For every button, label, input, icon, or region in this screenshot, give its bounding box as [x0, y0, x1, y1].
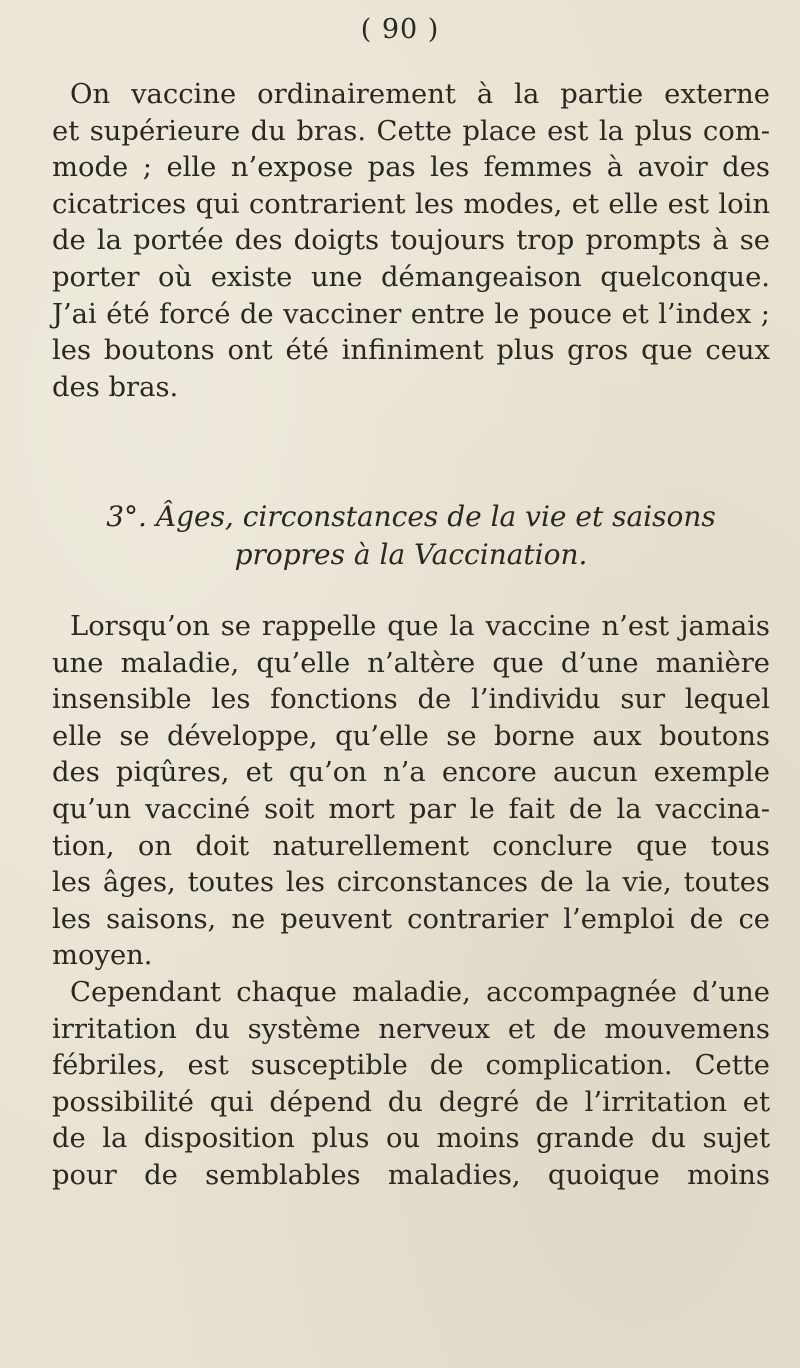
page-number: ( 90 ) [360, 14, 440, 45]
text-line: mode ; elle n’expose pas les femmes à avoir des [52, 152, 770, 184]
paragraph-ages-circumstances [52, 609, 770, 1195]
text-line: moyen. [52, 940, 153, 972]
text-line: de la portée des doigts toujours trop prompts à se [52, 225, 770, 257]
text-line: qu’un vacciné soit mort par le fait de la vaccina- [52, 793, 770, 825]
heading-line: 3°. Âges, circonstances de la vie et saisons [106, 500, 716, 533]
text-line: porter où existe une démangeaison quelconque. [52, 261, 770, 293]
text-line: tion, on doit naturellement conclure que tous [52, 830, 770, 862]
text-line: possibilité qui dépend du degré de l’irritation et [52, 1086, 770, 1118]
heading-line: propres à la Vaccination. [234, 538, 588, 571]
text-line: les saisons, ne peuvent contrarier l’emploi de ce [52, 903, 770, 935]
text-line: des piqûres, et qu’on n’a encore aucun exemple [52, 757, 770, 789]
section-heading [52, 498, 770, 574]
text-line: insensible les fonctions de l’individu sur lequel [52, 684, 770, 716]
text-line: fébriles, est susceptible de complication. Cette [52, 1050, 770, 1082]
text-line: J’ai été forcé de vacciner entre le pouce et l’index ; [52, 298, 770, 330]
text-line: et supérieure du bras. Cette place est la plus com- [52, 115, 770, 147]
text-line: On vaccine ordinairement à la partie externe [70, 79, 770, 110]
text-line: Lorsqu’on se rappelle que la vaccine n’est jamais [70, 611, 770, 642]
text-line: les âges, toutes les circonstances de la vie, toutes [52, 867, 770, 899]
text-line: les boutons ont été infiniment plus gros que ceux [52, 335, 770, 367]
text-line: des bras. [52, 371, 179, 403]
text-line: elle se développe, qu’elle se borne aux boutons [52, 720, 770, 752]
text-line: une maladie, qu’elle n’altère que d’une manière [52, 647, 770, 679]
text-line: irritation du système nerveux et de mouvemens [52, 1013, 770, 1045]
text-line: Cependant chaque maladie, accompagnée d’une [70, 976, 770, 1008]
text-line: de la disposition plus ou moins grande du sujet [52, 1123, 770, 1155]
text-line: cicatrices qui contrarient les modes, et elle est loin [52, 188, 770, 220]
paragraph-vaccination-site [52, 77, 770, 406]
text-line: pour de semblables maladies, quoique moins [52, 1159, 770, 1191]
